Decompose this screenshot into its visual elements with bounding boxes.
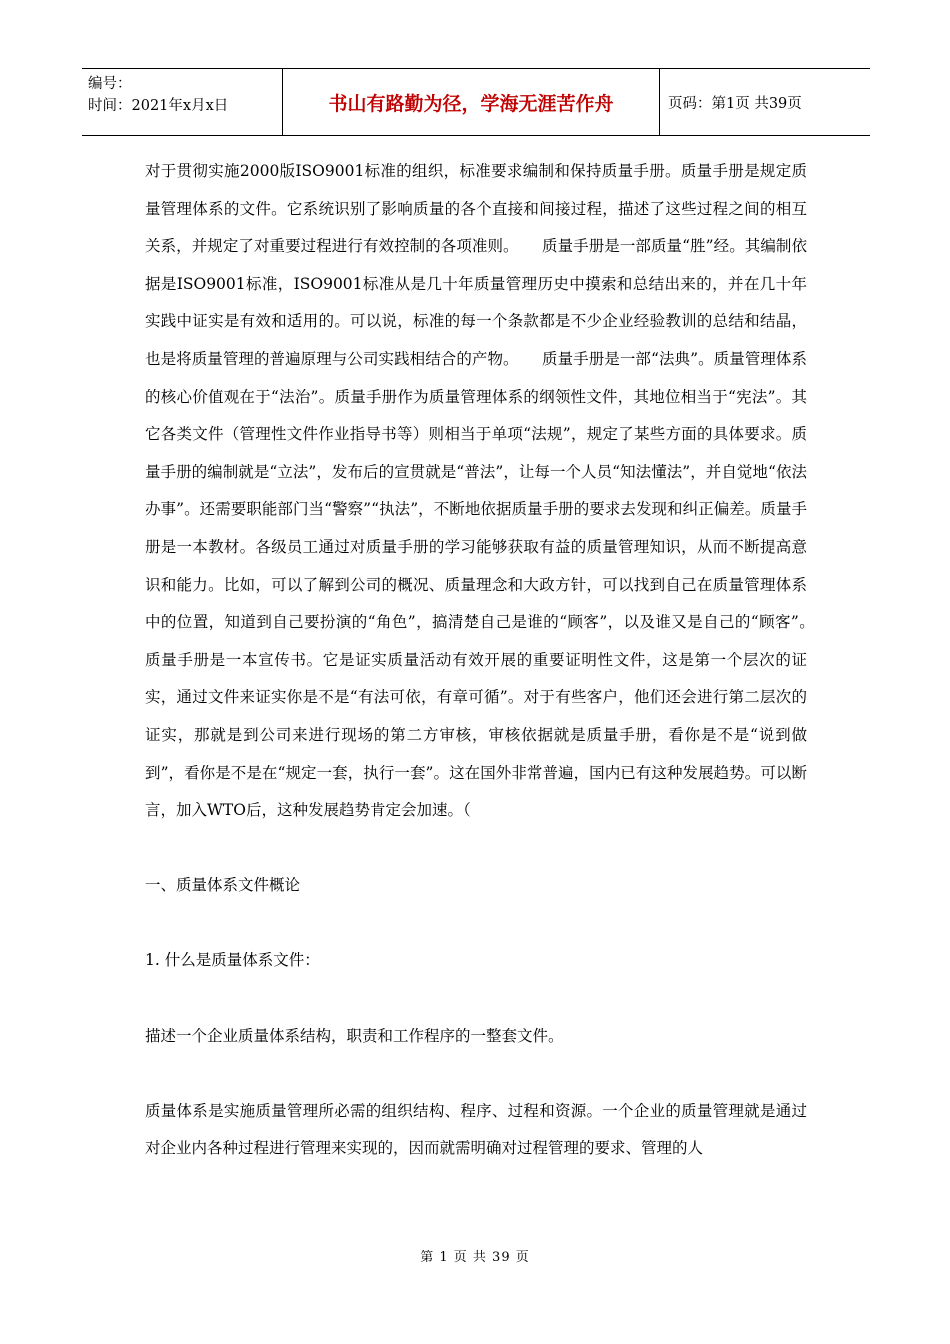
date-label: 时间：2021年x月x日	[88, 98, 229, 114]
section-title: 一、质量体系文件概论	[145, 876, 301, 895]
document-header	[82, 68, 870, 136]
page-footer: 第 1 页 共 39 页	[420, 1250, 530, 1265]
header-page-info: 页码：第1页 共39页	[668, 95, 802, 112]
intro-paragraph: 对于贯彻实施2000版ISO9001标准的组织，标准要求编制和保持质量手册。质量手册是规定质量管理体系的文件。它系统识别了影响质量的各个直接和间接过程，描述了这些过程之间的相互关系，并规定了对重要过程进行有效控制的各项准则。 质量手册是一部质量“胜”经。其编制依据是ISO9001标准，ISO9001标准从是几十年质量管理历史中摸索和总结出来的，并在几十年实践中证实是有效和适用的。可以说，标准的每一个条款都是不少企业经验教训的总结和结晶，也是将质量管理的普遍原理与公司实践相结合的产物。 质量手册是一部“法典”。质量管理体系的核心价值观在于“法治”。质量手册作为质量管理体系的纲领性文件，其地位相当于“宪法”。其它各类文件（管理性文件作业指导书等）则相当于单项“法规”，规定了某些方面的具体要求。质量手册的编制就是“立法”，发布后的宣贯就是“普法”，让每一个人员“知法懂法”，并自觉地“依法办事”。还需要职能部门当“警察”“执法”，不断地依据质量手册的要求去发现和纠正偏差。质量手册是一本教材。各级员工通过对质量手册的学习能够获取有益的质量管理知识，从而不断提高意识和能力。比如，可以了解到公司的概况、质量理念和大政方针，可以找到自己在质量管理体系中的位置，知道到自己要扮演的“角色”，搞清楚自己是谁的“顾客”，以及谁又是自己的“顾客”。 质量手册是一本宣传书。它是证实质量活动有效开展的重要证明性文件，这是第一个层次的证实，通过文件来证实你是不是“有法可依，有章可循”。对于有些客户，他们还会进行第二层次的证实，那就是到公司来进行现场的第二方审核，审核依据就是质量手册，看你是不是“说到做到”，看你是不是在“规定一套，执行一套”。这在国外非常普遍，国内已有这种发展趋势。可以断言，加入WTO后，这种发展趋势肯定会加速。（	[145, 162, 839, 820]
document-body	[145, 153, 839, 1168]
definition-paragraph: 描述一个企业质量体系结构，职责和工作程序的一整套文件。	[145, 1026, 564, 1045]
number-label: 编号：	[88, 76, 132, 92]
header-motto: 书山有路勤为径，学海无涯苦作舟	[282, 69, 660, 135]
subsection-title: 1. 什么是质量体系文件：	[145, 951, 320, 970]
header-meta	[82, 69, 282, 135]
quality-system-paragraph: 质量体系是实施质量管理所必需的组织结构、程序、过程和资源。一个企业的质量管理就是通过对企业内各种过程进行管理来实现的，因而就需明确对过程管理的要求、管理的人	[145, 1101, 807, 1158]
